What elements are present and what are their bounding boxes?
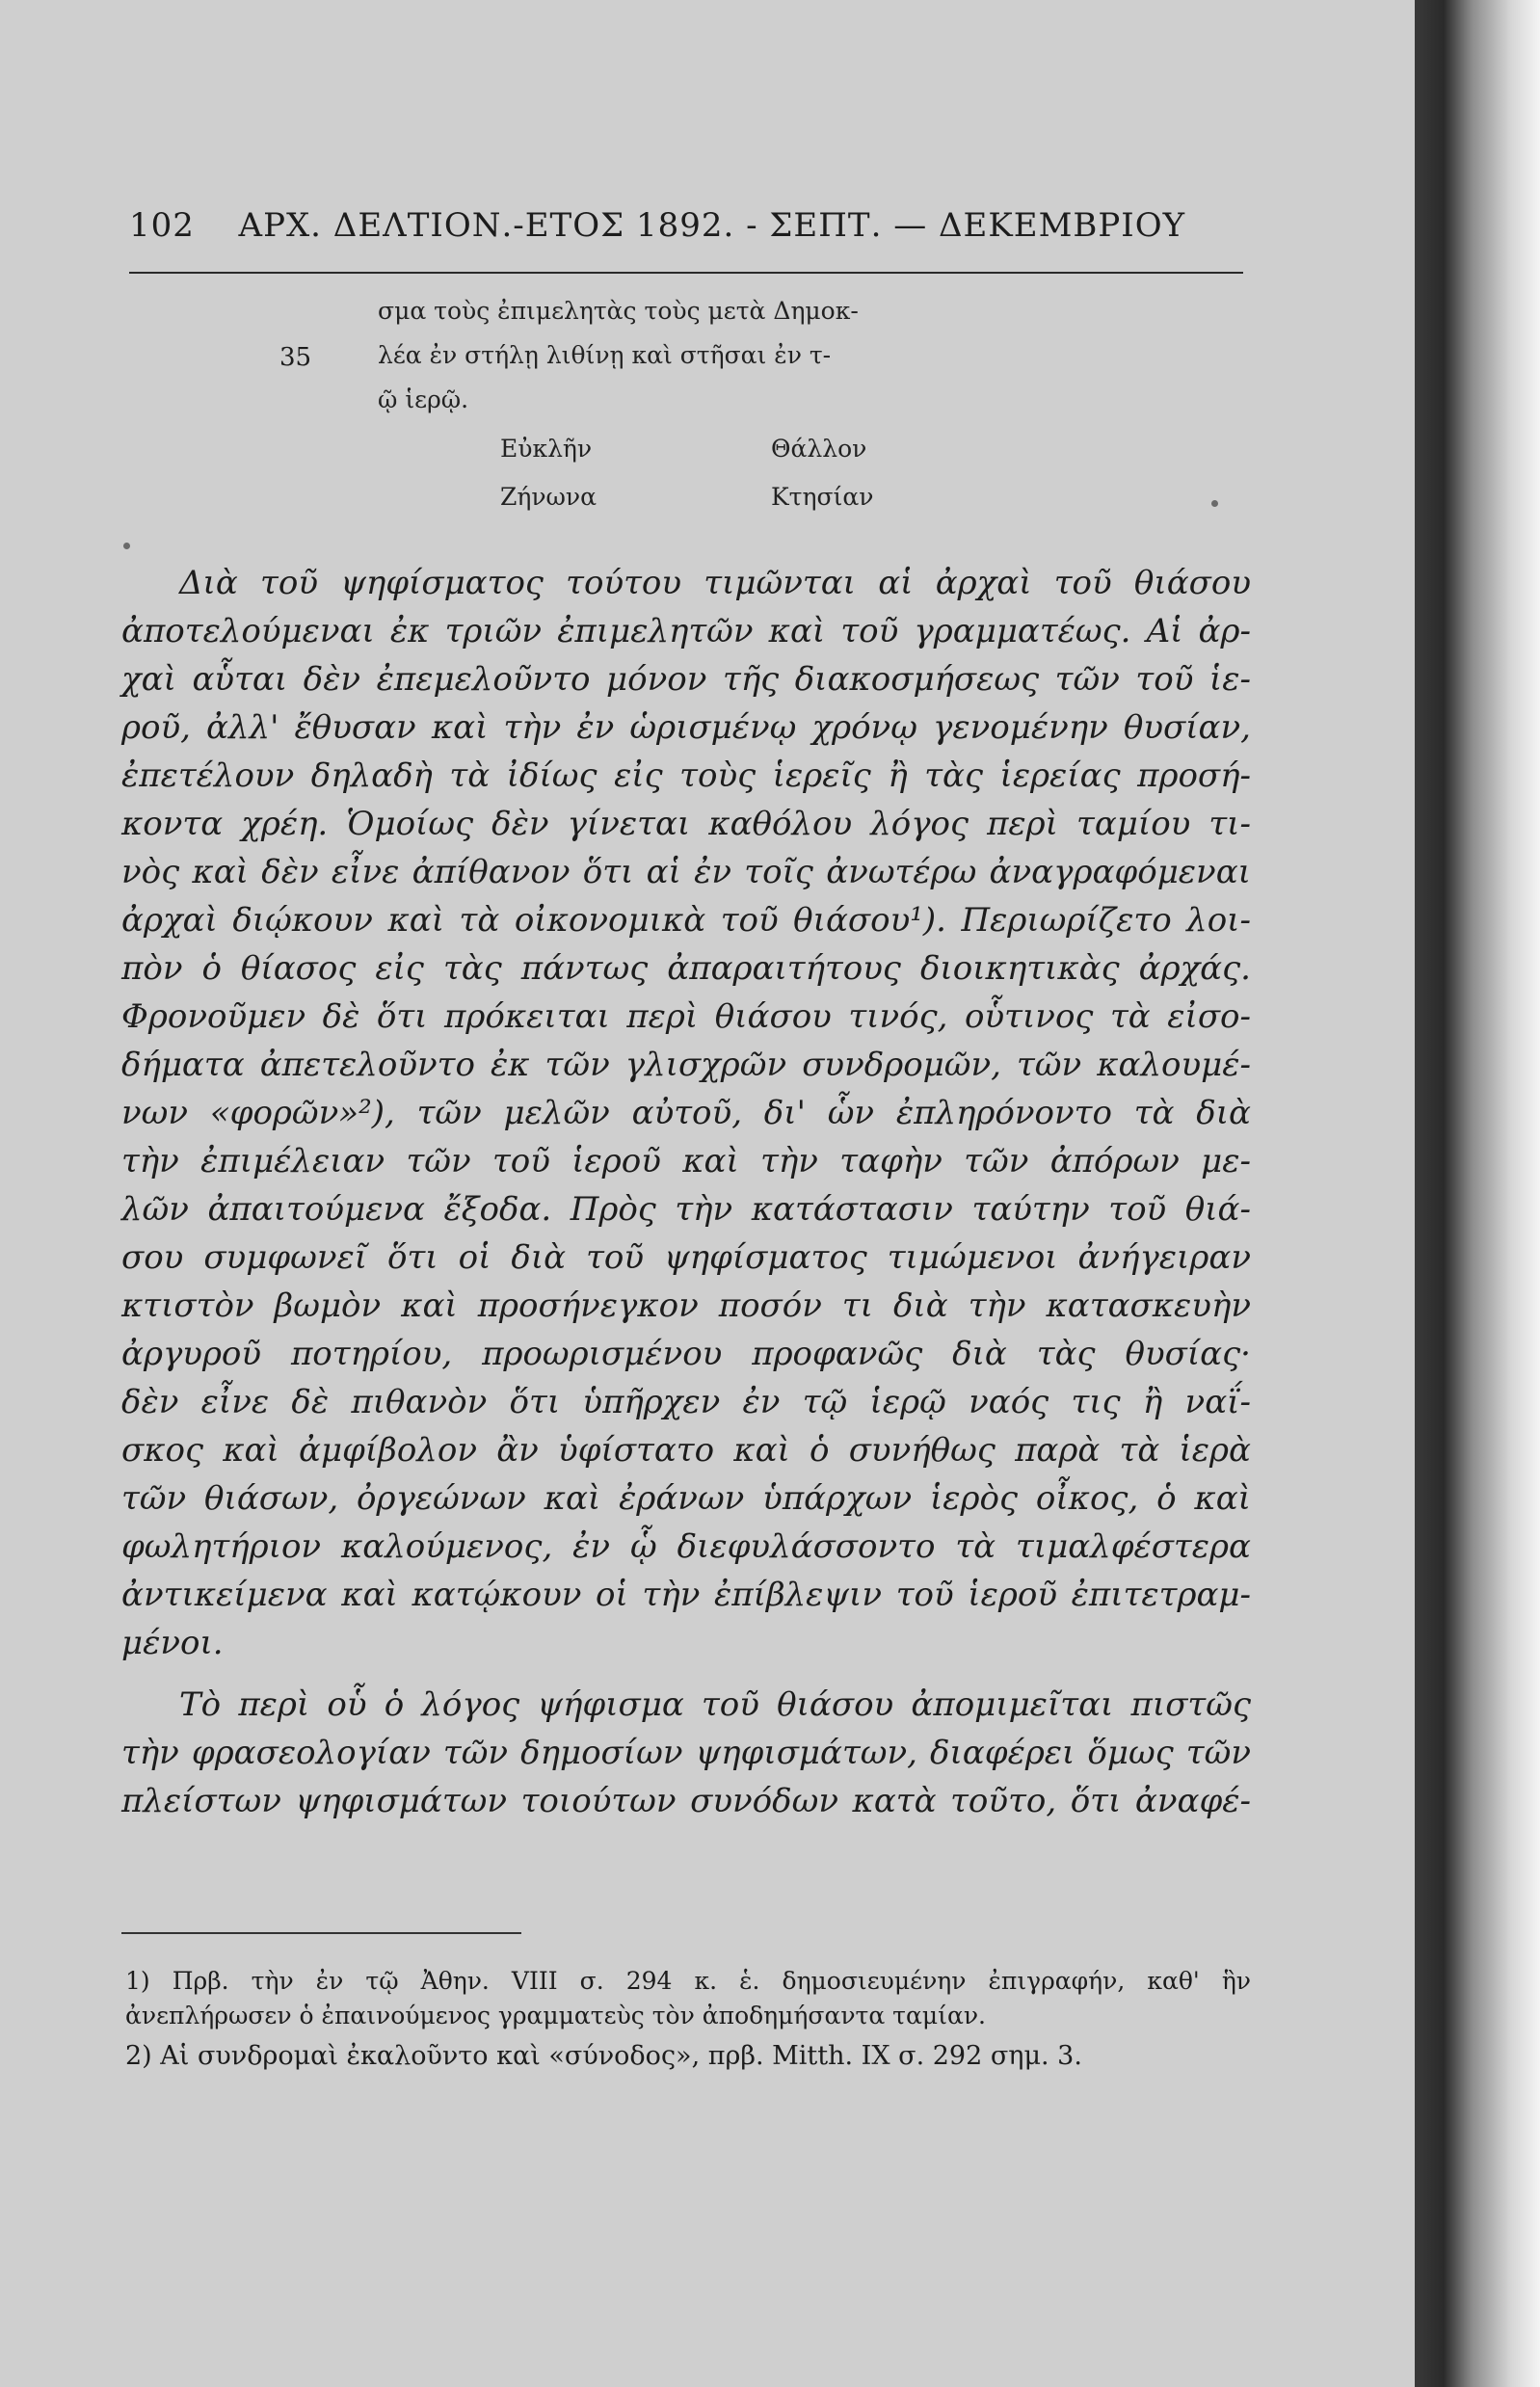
text-line: ἀποτελούμεναι ἐκ τριῶν ἐπιμελητῶν καὶ τοῦ γραμματέως. Αἱ ἀρ- — [121, 612, 1251, 650]
text-line: κτιστὸν βωμὸν καὶ προσήνεγκον ποσόν τι διὰ τὴν κατασκευὴν — [121, 1286, 1251, 1325]
inscription-name: Εὐκλῆν — [500, 435, 593, 463]
footnote-rule — [121, 1932, 521, 1934]
text-line: τῶν θιάσων, ὀργεώνων καὶ ἐράνων ὑπάρχων ἱερὸς οἶκος, ὁ καὶ — [121, 1479, 1251, 1518]
footnotes — [125, 1964, 1251, 2074]
text-line: Φρονοῦμεν δὲ ὅτι πρόκειται περὶ θιάσου τινός, οὗτινος τὰ εἰσο- — [121, 997, 1251, 1036]
footnote-1-line-2: ἀνεπλήρωσεν ὁ ἐπαινούμενος γραμματεὺς τὸν ἀποδημήσαντα ταμίαν. — [125, 2002, 986, 2029]
text-line: ἀργυροῦ ποτηρίου, προωρισμένου προφανῶς διὰ τὰς θυσίας· — [121, 1335, 1251, 1373]
text-line: δὲν εἶνε δὲ πιθανὸν ὅτι ὑπῆρχεν ἐν τῷ ἱερῷ ναός τις ἢ ναΐ- — [121, 1383, 1251, 1421]
text-line: Διὰ τοῦ ψηφίσματος τούτου τιμῶνται αἱ ἀρχαὶ τοῦ θιάσου — [179, 564, 1251, 602]
text-line: μένοι. — [121, 1624, 224, 1662]
text-line: κοντα χρέη. Ὁμοίως δὲν γίνεται καθόλου λόγος περὶ ταμίου τι- — [121, 805, 1251, 843]
text-line: ροῦ, ἀλλ' ἔθυσαν καὶ τὴν ἐν ὡρισμένῳ χρόνῳ γενομένην θυσίαν, — [121, 708, 1251, 747]
header-rule — [129, 272, 1243, 274]
text-line: σου συμφωνεῖ ὅτι οἱ διὰ τοῦ ψηφίσματος τιμώμενοι ἀνήγειραν — [121, 1238, 1251, 1277]
speck — [1211, 500, 1218, 507]
text-line: σκος καὶ ἀμφίβολον ἂν ὑφίστατο καὶ ὁ συνήθως παρὰ τὰ ἱερὰ — [121, 1431, 1251, 1470]
text-line: χαὶ αὗται δὲν ἐπεμελοῦντο μόνον τῆς διακοσμήσεως τῶν τοῦ ἱε- — [121, 660, 1251, 699]
inscription-name: Κτησίαν — [771, 483, 874, 511]
inscription-line: λέα ἐν στήλῃ λιθίνῃ καὶ στῆσαι ἐν τ- — [378, 341, 832, 369]
footnote-1-line-1: 1) Πρβ. τὴν ἐν τῷ Ἀθην. VIII σ. 294 κ. ἑ. δημοσιευμένην ἐπιγραφήν, καθ' ἣν — [125, 1967, 1251, 1995]
speck — [123, 543, 130, 549]
page-edge-shadow — [1415, 0, 1540, 2387]
text-line: τὴν ἐπιμέλειαν τῶν τοῦ ἱεροῦ καὶ τὴν ταφὴν τῶν ἀπόρων με- — [121, 1142, 1251, 1180]
text-line: νων «φορῶν»²), τῶν μελῶν αὐτοῦ, δι' ὧν ἐπληρόνοντο τὰ διὰ — [121, 1094, 1251, 1132]
text-line: ἀντικείμενα καὶ κατῴκουν οἱ τὴν ἐπίβλεψιν τοῦ ἱεροῦ ἐπιτετραμ- — [121, 1576, 1251, 1614]
footnote-2: 2) Αἱ συνδρομαὶ ἐκαλοῦντο καὶ «σύνοδος», πρβ. Mitth. IX σ. 292 σημ. 3. — [125, 2041, 1082, 2071]
inscription-name: Θάλλον — [771, 435, 867, 463]
main-text — [121, 559, 1251, 1825]
paragraph-1 — [121, 559, 1251, 1667]
text-line: δήματα ἀπετελοῦντο ἐκ τῶν γλισχρῶν συνδρομῶν, τῶν καλουμέ- — [121, 1046, 1251, 1084]
text-line: ἀρχαὶ διῴκουν καὶ τὰ οἰκονομικὰ τοῦ θιάσου¹). Περιωρίζετο λοι- — [121, 901, 1251, 940]
running-header — [129, 206, 1237, 245]
text-line: πὸν ὁ θίασος εἰς τὰς πάντως ἀπαραιτήτους διοικητικὰς ἀρχάς. — [121, 949, 1251, 988]
text-line: λῶν ἀπαιτούμενα ἔξοδα. Πρὸς τὴν κατάστασιν ταύτην τοῦ θιά- — [121, 1190, 1251, 1229]
inscription-line: ῷ ἱερῷ. — [378, 385, 469, 413]
text-line: πλείστων ψηφισμάτων τοιούτων συνόδων κατὰ τοῦτο, ὅτι ἀναφέ- — [121, 1782, 1251, 1820]
inscription-line: σμα τοὺς ἐπιμελητὰς τοὺς μετὰ Δημοκ- — [378, 297, 859, 325]
inscription-line-number: 35 — [279, 343, 312, 372]
text-line: ἐπετέλουν δηλαδὴ τὰ ἰδίως εἰς τοὺς ἱερεῖς ἢ τὰς ἱερείας προσή- — [121, 756, 1251, 795]
text-line: νὸς καὶ δὲν εἶνε ἀπίθανον ὅτι αἱ ἐν τοῖς ἀνωτέρω ἀναγραφόμεναι — [121, 853, 1251, 891]
text-line: φωλητήριον καλούμενος, ἐν ᾧ διεφυλάσσοντο τὰ τιμαλφέστερα — [121, 1527, 1251, 1566]
running-title: ΑΡΧ. ΔΕΛΤΙΟΝ.-ΕΤΟΣ 1892. - ΣΕΠΤ. — ΔΕΚΕΜΒΡΙΟΥ — [238, 206, 1186, 245]
text-line: τὴν φρασεολογίαν τῶν δημοσίων ψηφισμάτων, διαφέρει ὅμως τῶν — [121, 1734, 1251, 1772]
text-line: Τὸ περὶ οὗ ὁ λόγος ψήφισμα τοῦ θιάσου ἀπομιμεῖται πιστῶς — [179, 1685, 1251, 1724]
page-number: 102 — [129, 206, 195, 245]
inscription-name: Ζήνωνα — [500, 483, 597, 511]
paragraph-2 — [121, 1681, 1251, 1825]
